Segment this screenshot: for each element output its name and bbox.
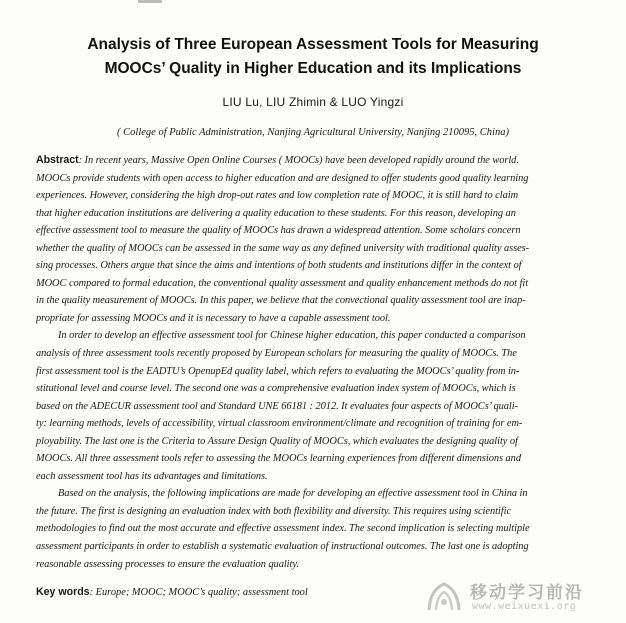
abstract-line: that higher education institutions are delivering a quality education to these students. For this reason, developing an xyxy=(36,207,516,219)
watermark-brand: 移动学习前沿 xyxy=(470,583,584,603)
abstract-line xyxy=(36,152,590,170)
abstract-line: MOOCs provide students with open access to higher education and are designed to offer students good quality learning xyxy=(36,172,529,184)
abstract-line: in the quality measurement of MOOCs. In this paper, we believe that the convectional quality assessment tool are inap- xyxy=(36,295,526,307)
keywords-text: : Europe; MOOC; MOOC’s quality; assessment tool xyxy=(89,587,308,598)
graduation-cap-icon xyxy=(426,580,462,614)
abstract-line: sing processes. Others argue that since the aims and intentions of both students and institutions differ in the context of xyxy=(36,260,522,272)
watermark-url: www.weixuexi.org xyxy=(472,601,577,612)
scan-artifact xyxy=(138,0,162,3)
paper-title xyxy=(30,33,596,81)
abstract-line: first assessment tool is the EADTU’s OpenupEd quality label, which refers to evaluating the MOOCs’ quality from in- xyxy=(36,365,520,377)
abstract-label: Abstract xyxy=(36,154,79,166)
abstract-line: the future. The first is designing an evaluation index with both flexibility and diversity. This requires using scientific xyxy=(36,505,511,517)
watermark xyxy=(426,576,622,620)
abstract-line: ployability. The last one is the Criteria to Assure Design Quality of MOOCs, which evaluates the designing quality of xyxy=(36,435,518,447)
abstract-line: assessment participants in order to establish a systematic evaluation of instructional outcomes. The last one is adopting xyxy=(36,541,529,553)
abstract-line: reasonable assessing processes to ensure the evaluation quality. xyxy=(36,558,299,570)
abstract-line: MOOCs. All three assessment tools refer to assessing the MOOCs learning experiences from different dimensions and xyxy=(36,453,521,465)
abstract-line-text: : In recent years, Massive Open Online Courses ( MOOCs) have been developed rapidly around the world. xyxy=(78,155,519,166)
abstract-line: propriate for assessing MOOCs and it is necessary to have a capable assessment tool. xyxy=(36,312,391,324)
abstract-line: Based on the analysis, the following implications are made for developing an effective assessment tool in China in xyxy=(58,488,528,500)
abstract-line: methodologies to find out the most accurate and effective assessment index. The second implication is selecting multiple xyxy=(36,523,530,535)
authors: LIU Lu, LIU Zhimin & LUO Yingzi xyxy=(222,95,404,109)
title-line-2: MOOCs’ Quality in Higher Education and its Implications xyxy=(104,60,522,77)
abstract-line: ty: learning methods, levels of accessibility, virtual classroom environment/climate and recognition of training for em- xyxy=(36,418,523,430)
abstract xyxy=(36,152,590,573)
abstract-line: whether the quality of MOOCs can be assessed in the same way as any defined university with traditional quality asses- xyxy=(36,242,530,254)
keywords-label: Key words xyxy=(36,586,90,598)
title-line-1: Analysis of Three European Assessment Tools for Measuring xyxy=(87,36,539,53)
abstract-line: MOOC compared to formal education, the conventional quality assessment and quality enhancement methods do not fit xyxy=(36,277,529,289)
abstract-line: analysis of three assessment tools recently proposed by European scholars for measuring the quality of MOOCs. The xyxy=(36,348,517,360)
abstract-line: In order to develop an effective assessment tool for Chinese higher education, this paper conducted a comparison xyxy=(58,330,526,342)
abstract-line: stitutional level and course level. The second one was a comprehensive evaluation index system of MOOCs, which is xyxy=(36,383,516,395)
affiliation: ( College of Public Administration, Nanjing Agricultural University, Nanjing 210095, China) xyxy=(117,127,509,138)
abstract-line: based on the ADECUR assessment tool and Standard UNE 66181 : 2012. It evaluates four aspects of MOOCs’ quali- xyxy=(36,400,519,412)
abstract-line: experiences. However, considering the high drop-out rates and low completion rate of MOOC, it is still hard to claim xyxy=(36,190,519,202)
abstract-line: each assessment tool has its advantages and limitations. xyxy=(36,470,268,482)
abstract-line: effective assessment tool to measure the quality of MOOCs has drawn a widespread attention. Some scholars concern xyxy=(36,225,521,237)
